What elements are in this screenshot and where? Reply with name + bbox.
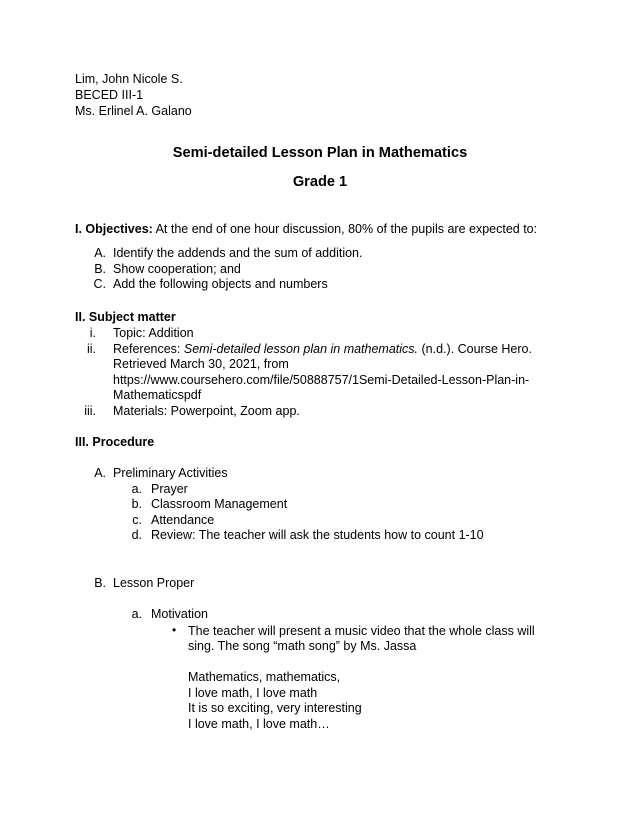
- references-label: References:: [113, 342, 184, 356]
- song-line: Mathematics, mathematics,: [188, 670, 341, 684]
- document-title: Semi-detailed Lesson Plan in Mathematics: [172, 145, 468, 161]
- song-line: I love math, I love math: [188, 686, 318, 700]
- motivation-text: The teacher will present a music video that the whole class will: [188, 624, 535, 638]
- references-url: https://www.coursehero.com/file/50888757/1Semi-Detailed-Lesson-Plan-in-: [113, 373, 530, 387]
- procedure-heading: III. Procedure: [75, 435, 155, 449]
- section: BECED III-1: [75, 88, 144, 102]
- motivation-marker: a.: [131, 607, 142, 621]
- objectives-paragraph: [75, 222, 537, 238]
- document-subtitle: Grade 1: [292, 174, 348, 190]
- prelim-item-marker: c.: [132, 513, 142, 527]
- bullet-icon: •: [172, 623, 177, 637]
- objective-marker: A.: [94, 246, 106, 260]
- motivation-text-cont: sing. The song “math song” by Ms. Jassa: [188, 639, 417, 653]
- materials-marker: iii.: [84, 404, 96, 418]
- topic: Topic: Addition: [113, 326, 194, 340]
- materials: Materials: Powerpoint, Zoom app.: [113, 404, 300, 418]
- motivation-title: Motivation: [151, 607, 208, 621]
- references-title: Semi-detailed lesson plan in mathematics.: [183, 342, 419, 356]
- prelim-title: Preliminary Activities: [113, 466, 228, 480]
- student-name: Lim, John Nicole S.: [75, 72, 183, 86]
- song-line: It is so exciting, very interesting: [188, 701, 362, 715]
- lesson-marker: B.: [94, 576, 106, 590]
- objective-marker: C.: [93, 277, 106, 291]
- references-url-end: Mathematicspdf: [113, 388, 202, 402]
- prelim-item: Classroom Management: [151, 497, 288, 511]
- prelim-item: Prayer: [151, 482, 188, 496]
- instructor: Ms. Erlinel A. Galano: [75, 104, 192, 118]
- objective-item: Add the following objects and numbers: [113, 277, 328, 291]
- references-rest: (n.d.). Course Hero.: [418, 342, 532, 356]
- prelim-item-marker: b.: [131, 497, 142, 511]
- lesson-title: Lesson Proper: [113, 576, 195, 590]
- prelim-item: Attendance: [151, 513, 215, 527]
- topic-marker: i.: [89, 326, 96, 340]
- references-retrieved: Retrieved March 30, 2021, from: [113, 357, 289, 371]
- objective-marker: B.: [94, 262, 106, 276]
- objectives-heading: I. Objectives:: [75, 222, 153, 236]
- objective-item: Identify the addends and the sum of addition.: [113, 246, 363, 260]
- objective-item: Show cooperation; and: [113, 262, 241, 276]
- references-line: [113, 342, 532, 358]
- references-marker: ii.: [86, 342, 96, 356]
- prelim-item-marker: d.: [131, 528, 142, 542]
- subject-matter-heading: II. Subject matter: [75, 310, 176, 324]
- prelim-item: Review: The teacher will ask the students how to count 1-10: [151, 528, 484, 542]
- prelim-marker: A.: [94, 466, 106, 480]
- objectives-intro: At the end of one hour discussion, 80% of the pupils are expected to:: [152, 222, 538, 236]
- song-line: I love math, I love math…: [188, 717, 330, 731]
- prelim-item-marker: a.: [131, 482, 142, 496]
